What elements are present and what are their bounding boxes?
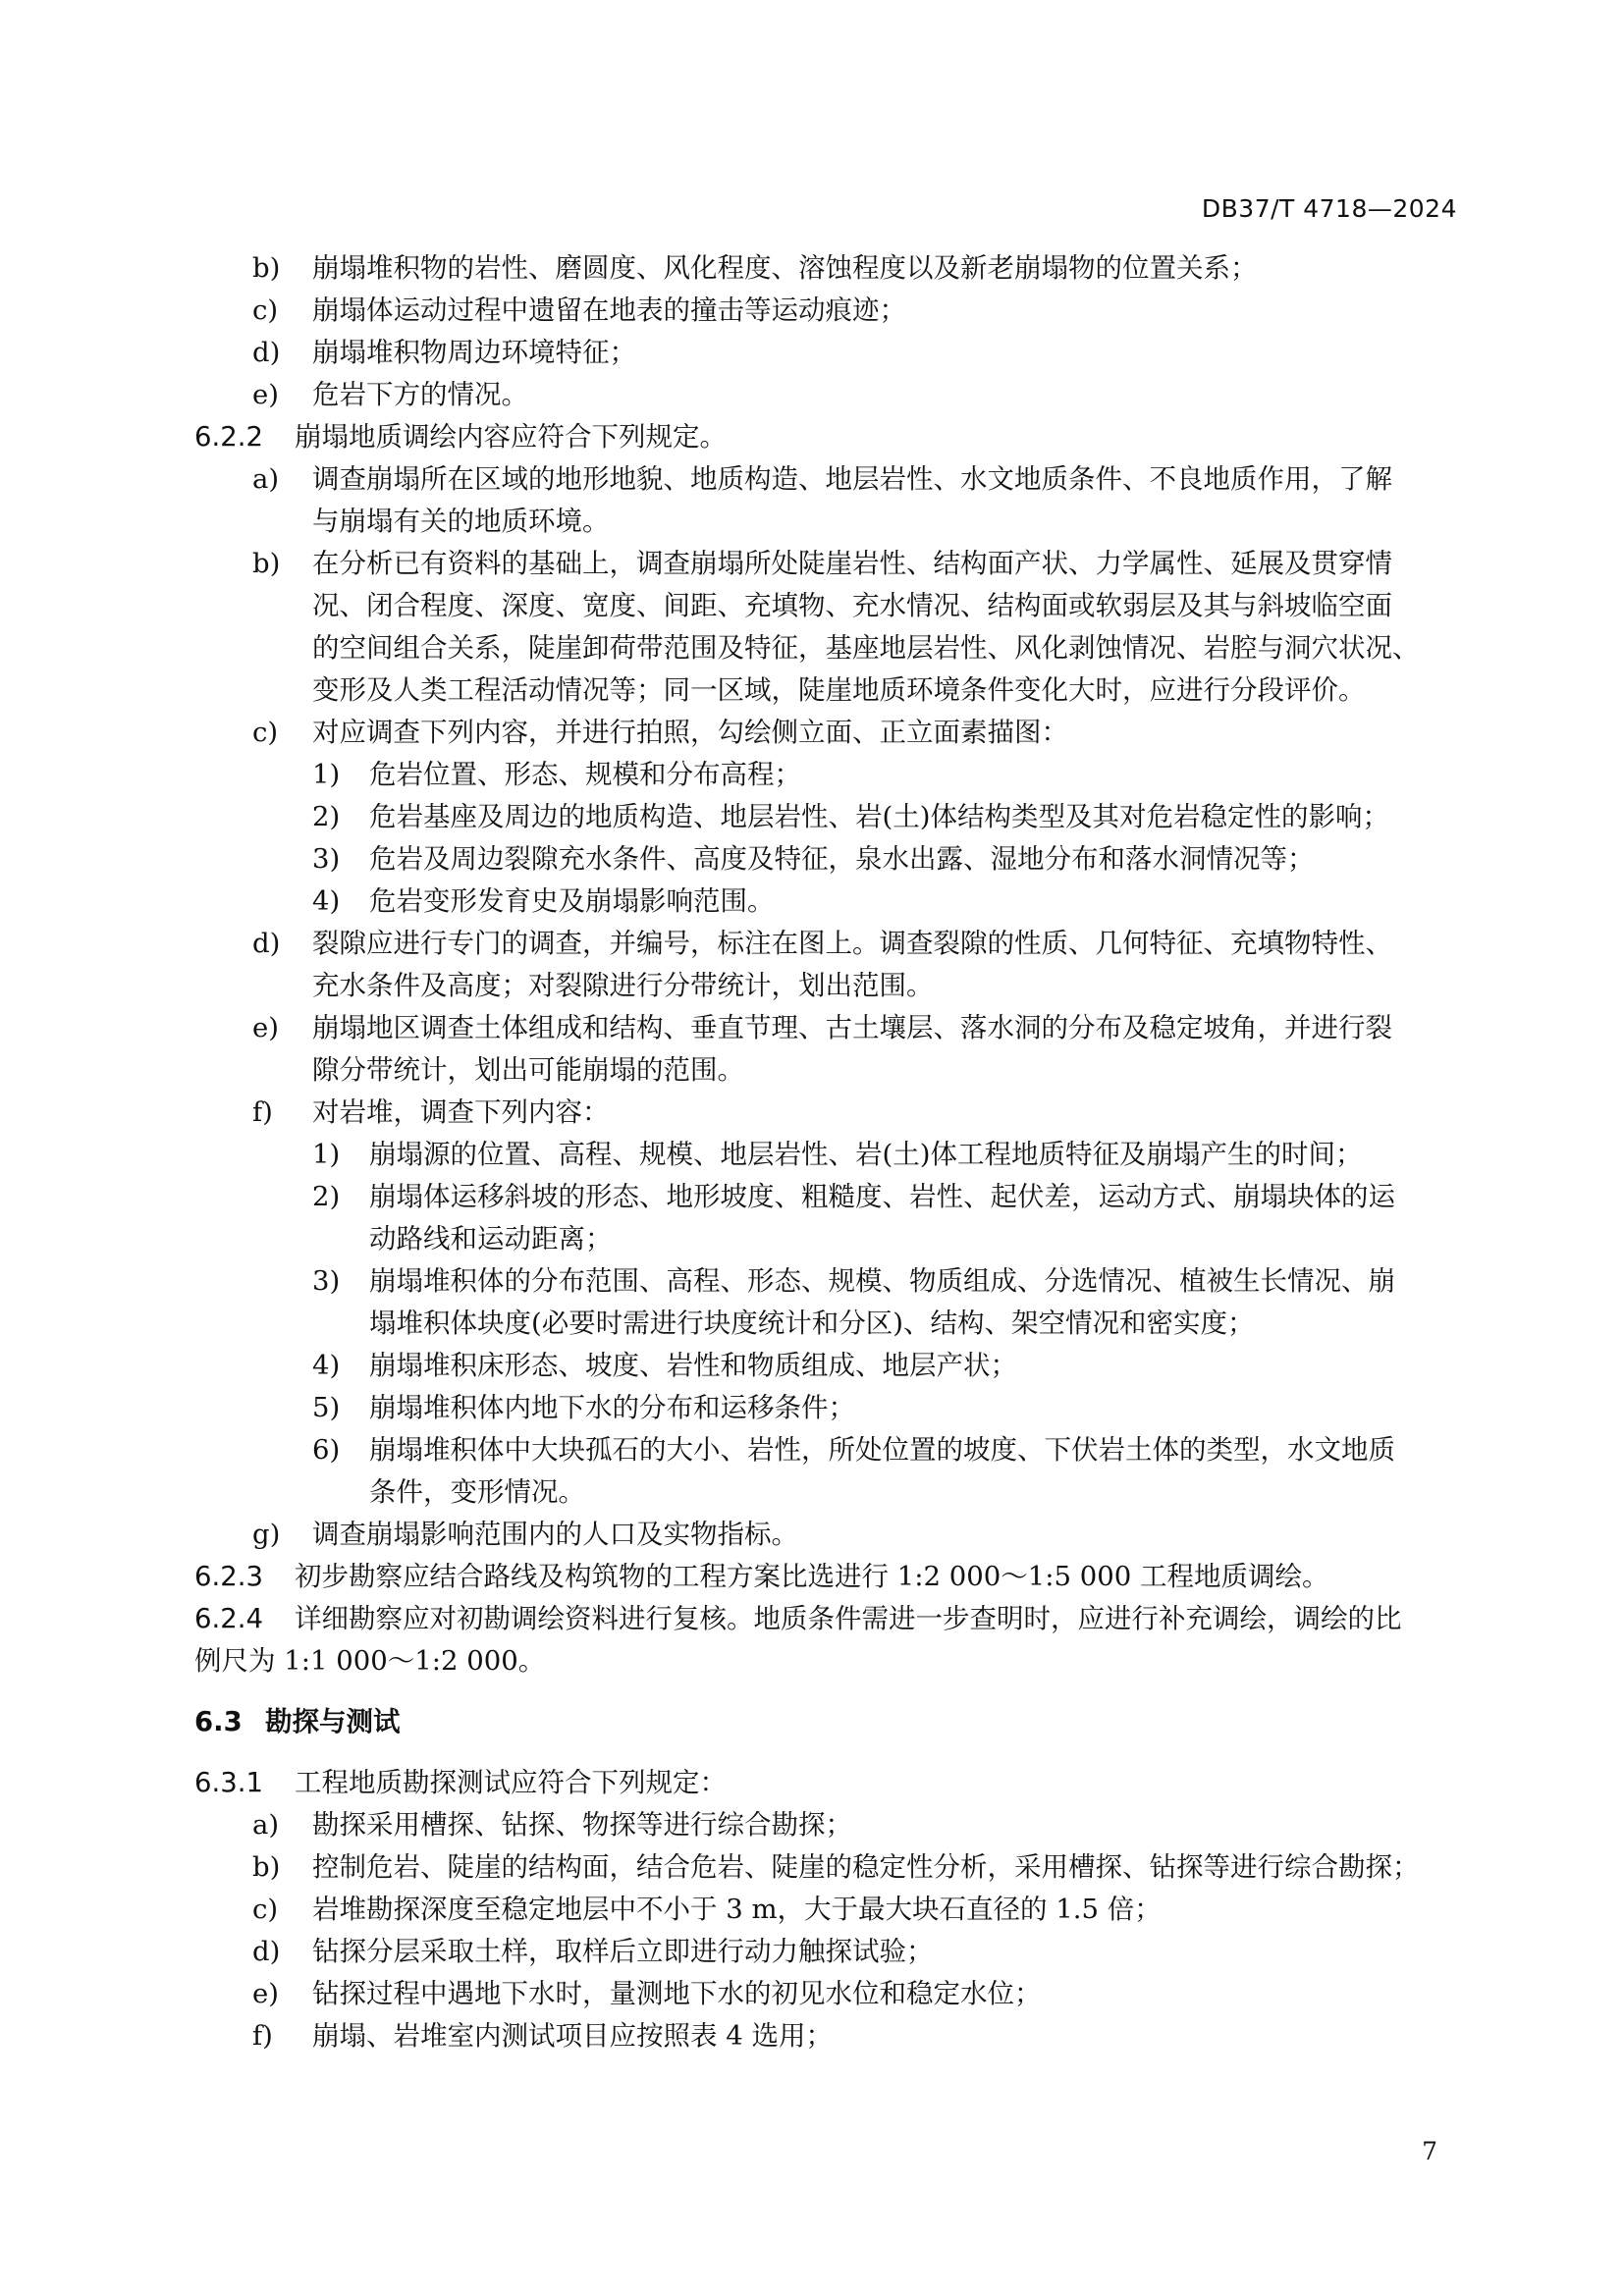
item-marker: e): [252, 1012, 280, 1043]
item-text: 岩堆勘探深度至稳定地层中不小于 3 m，大于最大块石直径的 1.5 倍；: [312, 1894, 1162, 1925]
item-text: 充水条件及高度；对裂隙进行分带统计，划出范围。: [312, 970, 934, 1001]
clause-number: 6.2.2: [194, 421, 263, 453]
sub-item-marker: 6): [312, 1434, 341, 1466]
clause-number: 6.2.4: [194, 1603, 263, 1634]
item-marker: e): [252, 379, 280, 410]
item-marker: a): [252, 1809, 280, 1841]
sub-item-text: 崩塌堆积体的分布范围、高程、形态、规模、物质组成、分选情况、植被生长情况、崩: [369, 1265, 1395, 1297]
item-marker: d): [252, 928, 281, 959]
item-text: 对应调查下列内容，并进行拍照，勾绘侧立面、正立面素描图：: [312, 717, 1068, 748]
item-marker: f): [252, 2020, 273, 2052]
sub-item-text: 崩塌堆积体内地下水的分布和运移条件；: [369, 1392, 855, 1423]
section-number: 6.3: [194, 1706, 243, 1737]
item-marker: d): [252, 337, 281, 368]
item-text: 崩塌堆积物周边环境特征；: [312, 337, 636, 368]
item-text: 崩塌地区调查土体组成和结构、垂直节理、古土壤层、落水洞的分布及稳定坡角，并进行裂: [312, 1012, 1392, 1043]
sub-item-text: 危岩基座及周边的地质构造、地层岩性、岩(土)体结构类型及其对危岩稳定性的影响；: [369, 801, 1389, 832]
clause-number: 6.3.1: [194, 1767, 263, 1798]
standard-code: DB37/T 4718—2024: [1201, 194, 1457, 223]
sub-item-text: 危岩及周边裂隙充水条件、高度及特征，泉水出露、湿地分布和落水洞情况等；: [369, 843, 1315, 875]
item-text: 与崩塌有关的地质环境。: [312, 506, 610, 537]
sub-item-text: 危岩变形发育史及崩塌影响范围。: [369, 885, 775, 917]
sub-item-marker: 5): [312, 1392, 341, 1423]
item-marker: b): [252, 1851, 281, 1883]
section-title: 勘探与测试: [265, 1706, 401, 1737]
item-text: 危岩下方的情况。: [312, 379, 528, 410]
item-text: 控制危岩、陡崖的结构面，结合危岩、陡崖的稳定性分析，采用槽探、钻探等进行综合勘探；: [312, 1851, 1420, 1883]
clause-text: 工程地质勘探测试应符合下列规定：: [295, 1767, 727, 1798]
sub-item-marker: 2): [312, 801, 341, 832]
sub-item-marker: 1): [312, 759, 341, 790]
item-marker: c): [252, 1894, 279, 1925]
clause-text: 详细勘察应对初勘调绘资料进行复核。地质条件需进一步查明时，应进行补充调绘，调绘的比: [295, 1603, 1402, 1634]
sub-item-text: 崩塌体运移斜坡的形态、地形坡度、粗糙度、岩性、起伏差，运动方式、崩塌块体的运: [369, 1181, 1395, 1212]
item-text: 崩塌堆积物的岩性、磨圆度、风化程度、溶蚀程度以及新老崩塌物的位置关系；: [312, 252, 1258, 284]
item-text: 调查崩塌影响范围内的人口及实物指标。: [312, 1519, 798, 1550]
item-marker: a): [252, 463, 280, 495]
sub-item-text: 塌堆积体块度(必要时需进行块度统计和分区)、结构、架空情况和密实度；: [369, 1308, 1255, 1339]
item-text: 勘探采用槽探、钻探、物探等进行综合勘探；: [312, 1809, 852, 1841]
item-text: 钻探过程中遇地下水时，量测地下水的初见水位和稳定水位；: [312, 1978, 1042, 2009]
sub-item-text: 崩塌堆积床形态、坡度、岩性和物质组成、地层产状；: [369, 1350, 1017, 1381]
item-text: 况、闭合程度、深度、宽度、间距、充填物、充水情况、结构面或软弱层及其与斜坡临空面: [312, 590, 1392, 621]
item-marker: c): [252, 294, 279, 326]
sub-item-text: 危岩位置、形态、规模和分布高程；: [369, 759, 801, 790]
sub-item-marker: 2): [312, 1181, 341, 1212]
page-number: 7: [1422, 2137, 1437, 2165]
sub-item-text: 动路线和运动距离；: [369, 1223, 613, 1255]
sub-item-marker: 3): [312, 843, 341, 875]
item-text: 变形及人类工程活动情况等；同一区域，陡崖地质环境条件变化大时，应进行分段评价。: [312, 674, 1366, 706]
item-text: 钻探分层采取土样，取样后立即进行动力触探试验；: [312, 1936, 934, 1967]
sub-item-marker: 4): [312, 885, 341, 917]
item-text: 崩塌、岩堆室内测试项目应按照表 4 选用；: [312, 2020, 833, 2052]
item-marker: g): [252, 1519, 281, 1550]
item-text: 对岩堆，调查下列内容：: [312, 1096, 610, 1128]
sub-item-text: 条件，变形情况。: [369, 1476, 585, 1508]
item-marker: b): [252, 252, 281, 284]
clause-number: 6.2.3: [194, 1561, 263, 1592]
item-text: 的空间组合关系，陡崖卸荷带范围及特征，基座地层岩性、风化剥蚀情况、岩腔与洞穴状况、: [312, 632, 1420, 664]
item-marker: b): [252, 548, 281, 579]
clause-text: 崩塌地质调绘内容应符合下列规定。: [295, 421, 727, 453]
item-marker: e): [252, 1978, 280, 2009]
clause-text: 例尺为 1:1 000～1:2 000。: [194, 1645, 546, 1677]
sub-item-text: 崩塌源的位置、高程、规模、地层岩性、岩(土)体工程地质特征及崩塌产生的时间；: [369, 1139, 1363, 1170]
sub-item-marker: 1): [312, 1139, 341, 1170]
item-text: 崩塌体运动过程中遗留在地表的撞击等运动痕迹；: [312, 294, 906, 326]
item-text: 调查崩塌所在区域的地形地貌、地质构造、地层岩性、水文地质条件、不良地质作用，了解: [312, 463, 1392, 495]
item-text: 裂隙应进行专门的调查，并编号，标注在图上。调查裂隙的性质、几何特征、充填物特性、: [312, 928, 1392, 959]
sub-item-marker: 3): [312, 1265, 341, 1297]
item-marker: c): [252, 717, 279, 748]
clause-text: 初步勘察应结合路线及构筑物的工程方案比选进行 1:2 000～1:5 000 工程地质调绘。: [295, 1561, 1329, 1592]
sub-item-marker: 4): [312, 1350, 341, 1381]
item-marker: d): [252, 1936, 281, 1967]
sub-item-text: 崩塌堆积体中大块孤石的大小、岩性，所处位置的坡度、下伏岩土体的类型，水文地质: [369, 1434, 1395, 1466]
item-text: 在分析已有资料的基础上，调查崩塌所处陡崖岩性、结构面产状、力学属性、延展及贯穿情: [312, 548, 1392, 579]
item-text: 隙分带统计，划出可能崩塌的范围。: [312, 1054, 744, 1086]
item-marker: f): [252, 1096, 273, 1128]
